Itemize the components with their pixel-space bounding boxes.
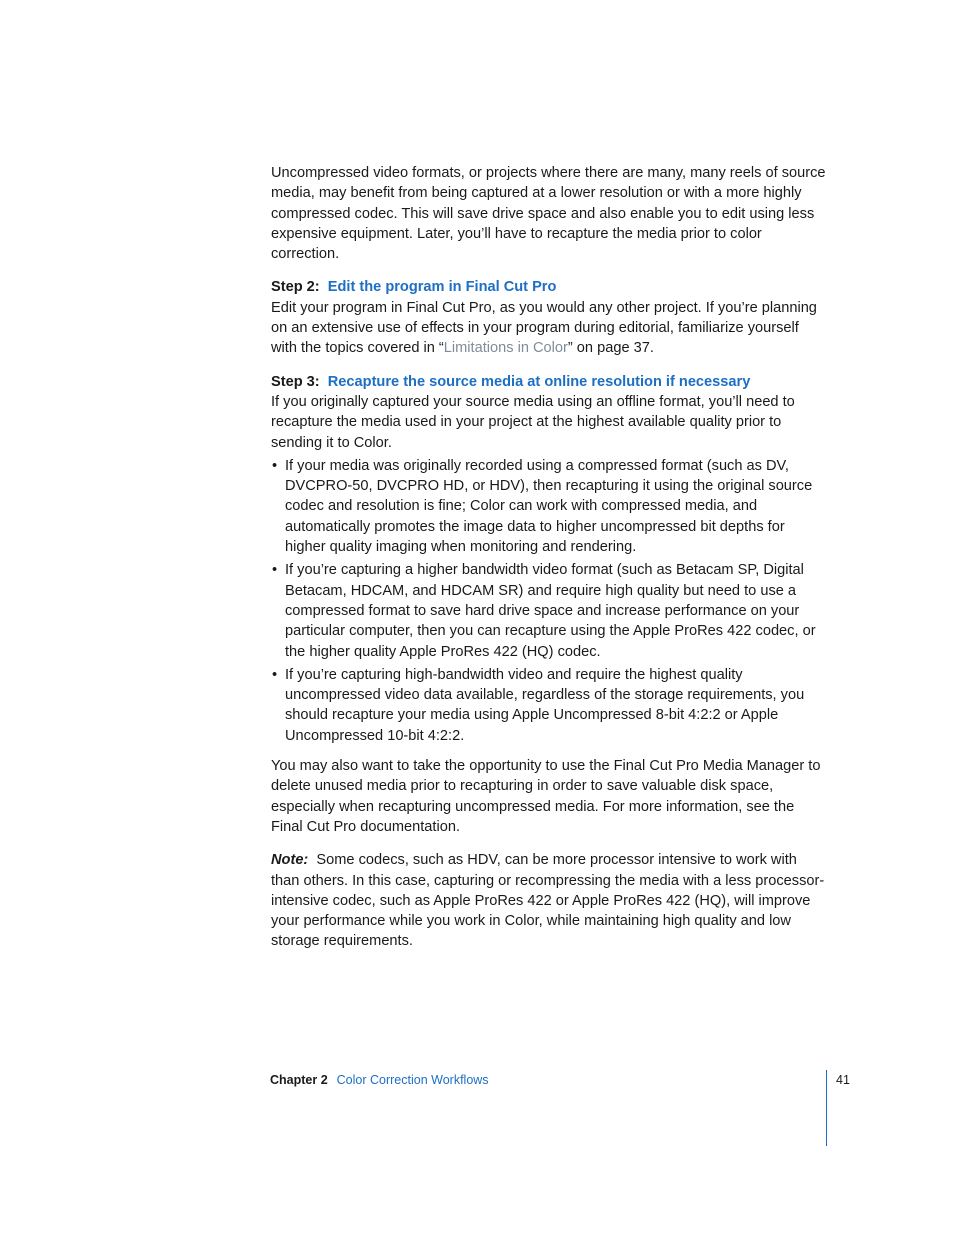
bullet-text: If you’re capturing a higher bandwidth video format (such as Betacam SP, Digital Betacam, HDCAM, and HDCAM SR) and require high quality but need to use a compressed format to save hard drive space and increase performance on your particular computer, then you can recapture using the Apple ProRes 422 codec, or the higher quality Apple ProRes 422 (HQ) codec.: [285, 562, 816, 660]
chapter-title-link[interactable]: Color Correction Workflows: [336, 1073, 489, 1087]
list-item: [271, 560, 827, 661]
limitations-in-color-link[interactable]: Limitations in Color: [443, 340, 568, 357]
bullet-icon: •: [272, 666, 278, 683]
note-paragraph: [271, 850, 827, 951]
step-3-paragraph: If you originally captured your source media using an offline format, you’ll need to recapture the media used in your project at the highest available quality prior to sending it to Color.: [271, 393, 795, 451]
step-2-text-before: Edit your program in Final Cut Pro, as you would any other project. If you’re planning on an extensive use of effects in your program during editorial, familiarize yourself with the topics covered in “: [271, 299, 817, 357]
step-2-text-after: ” on page 37.: [567, 340, 654, 357]
step-3-label: Step 3:: [271, 373, 320, 390]
step-2-label: Step 2:: [271, 279, 320, 296]
list-item: [271, 456, 827, 557]
page-body: [271, 163, 827, 952]
step-3-title: Recapture the source media at online resolution if necessary: [327, 373, 751, 390]
step-2-title: Edit the program in Final Cut Pro: [327, 279, 557, 296]
bullet-icon: •: [272, 457, 278, 474]
footer-divider: [826, 1070, 827, 1146]
media-manager-paragraph: You may also want to take the opportunity to use the Final Cut Pro Media Manager to delete unused media prior to recapturing in order to save valuable disk space, especially when recapturing uncompressed media. For more information, see the Final Cut Pro documentation.: [271, 758, 821, 835]
page-footer: [270, 1072, 489, 1088]
recapture-bullet-list: [271, 456, 827, 746]
bullet-text: If you’re capturing high-bandwidth video and require the highest quality uncompressed video data available, regardless of the storage requirements, you should recapture your media using Apple Uncompressed 8-bit 4:2:2 or Apple Uncompressed 10-bit 4:2:2.: [285, 666, 805, 744]
step-2-paragraph: [271, 298, 827, 359]
bullet-text: If your media was originally recorded using a compressed format (such as DV, DVCPRO-50, DVCPRO HD, or HDV), then recapturing it using the original source codec and resolution is fine; Color can work with compressed media, and automatically promotes the image data to higher uncompressed bit depths for higher quality imaging when monitoring and rendering.: [285, 457, 813, 556]
chapter-label: Chapter 2: [270, 1073, 328, 1087]
list-item: [271, 665, 827, 746]
intro-paragraph: Uncompressed video formats, or projects where there are many, many reels of source media, may benefit from being captured at a lower resolution or with a more highly compressed codec. This will save drive space and also enable you to edit using less expensive equipment. Later, you’ll have to recapture the media prior to color correction.: [271, 165, 826, 263]
note-label: Note:: [271, 852, 309, 869]
bullet-icon: •: [272, 562, 278, 579]
note-text: Some codecs, such as HDV, can be more processor intensive to work with than others. In this case, capturing or recompressing the media with a less processor-intensive codec, such as Apple ProRes 422 or Apple ProRes 422 (HQ), will improve your performance while you work in Color, while maintaining high quality and low storage requirements.: [271, 852, 825, 950]
step-3-heading: [271, 372, 827, 392]
step-2-heading: [271, 277, 827, 297]
page-number: 41: [836, 1073, 850, 1087]
